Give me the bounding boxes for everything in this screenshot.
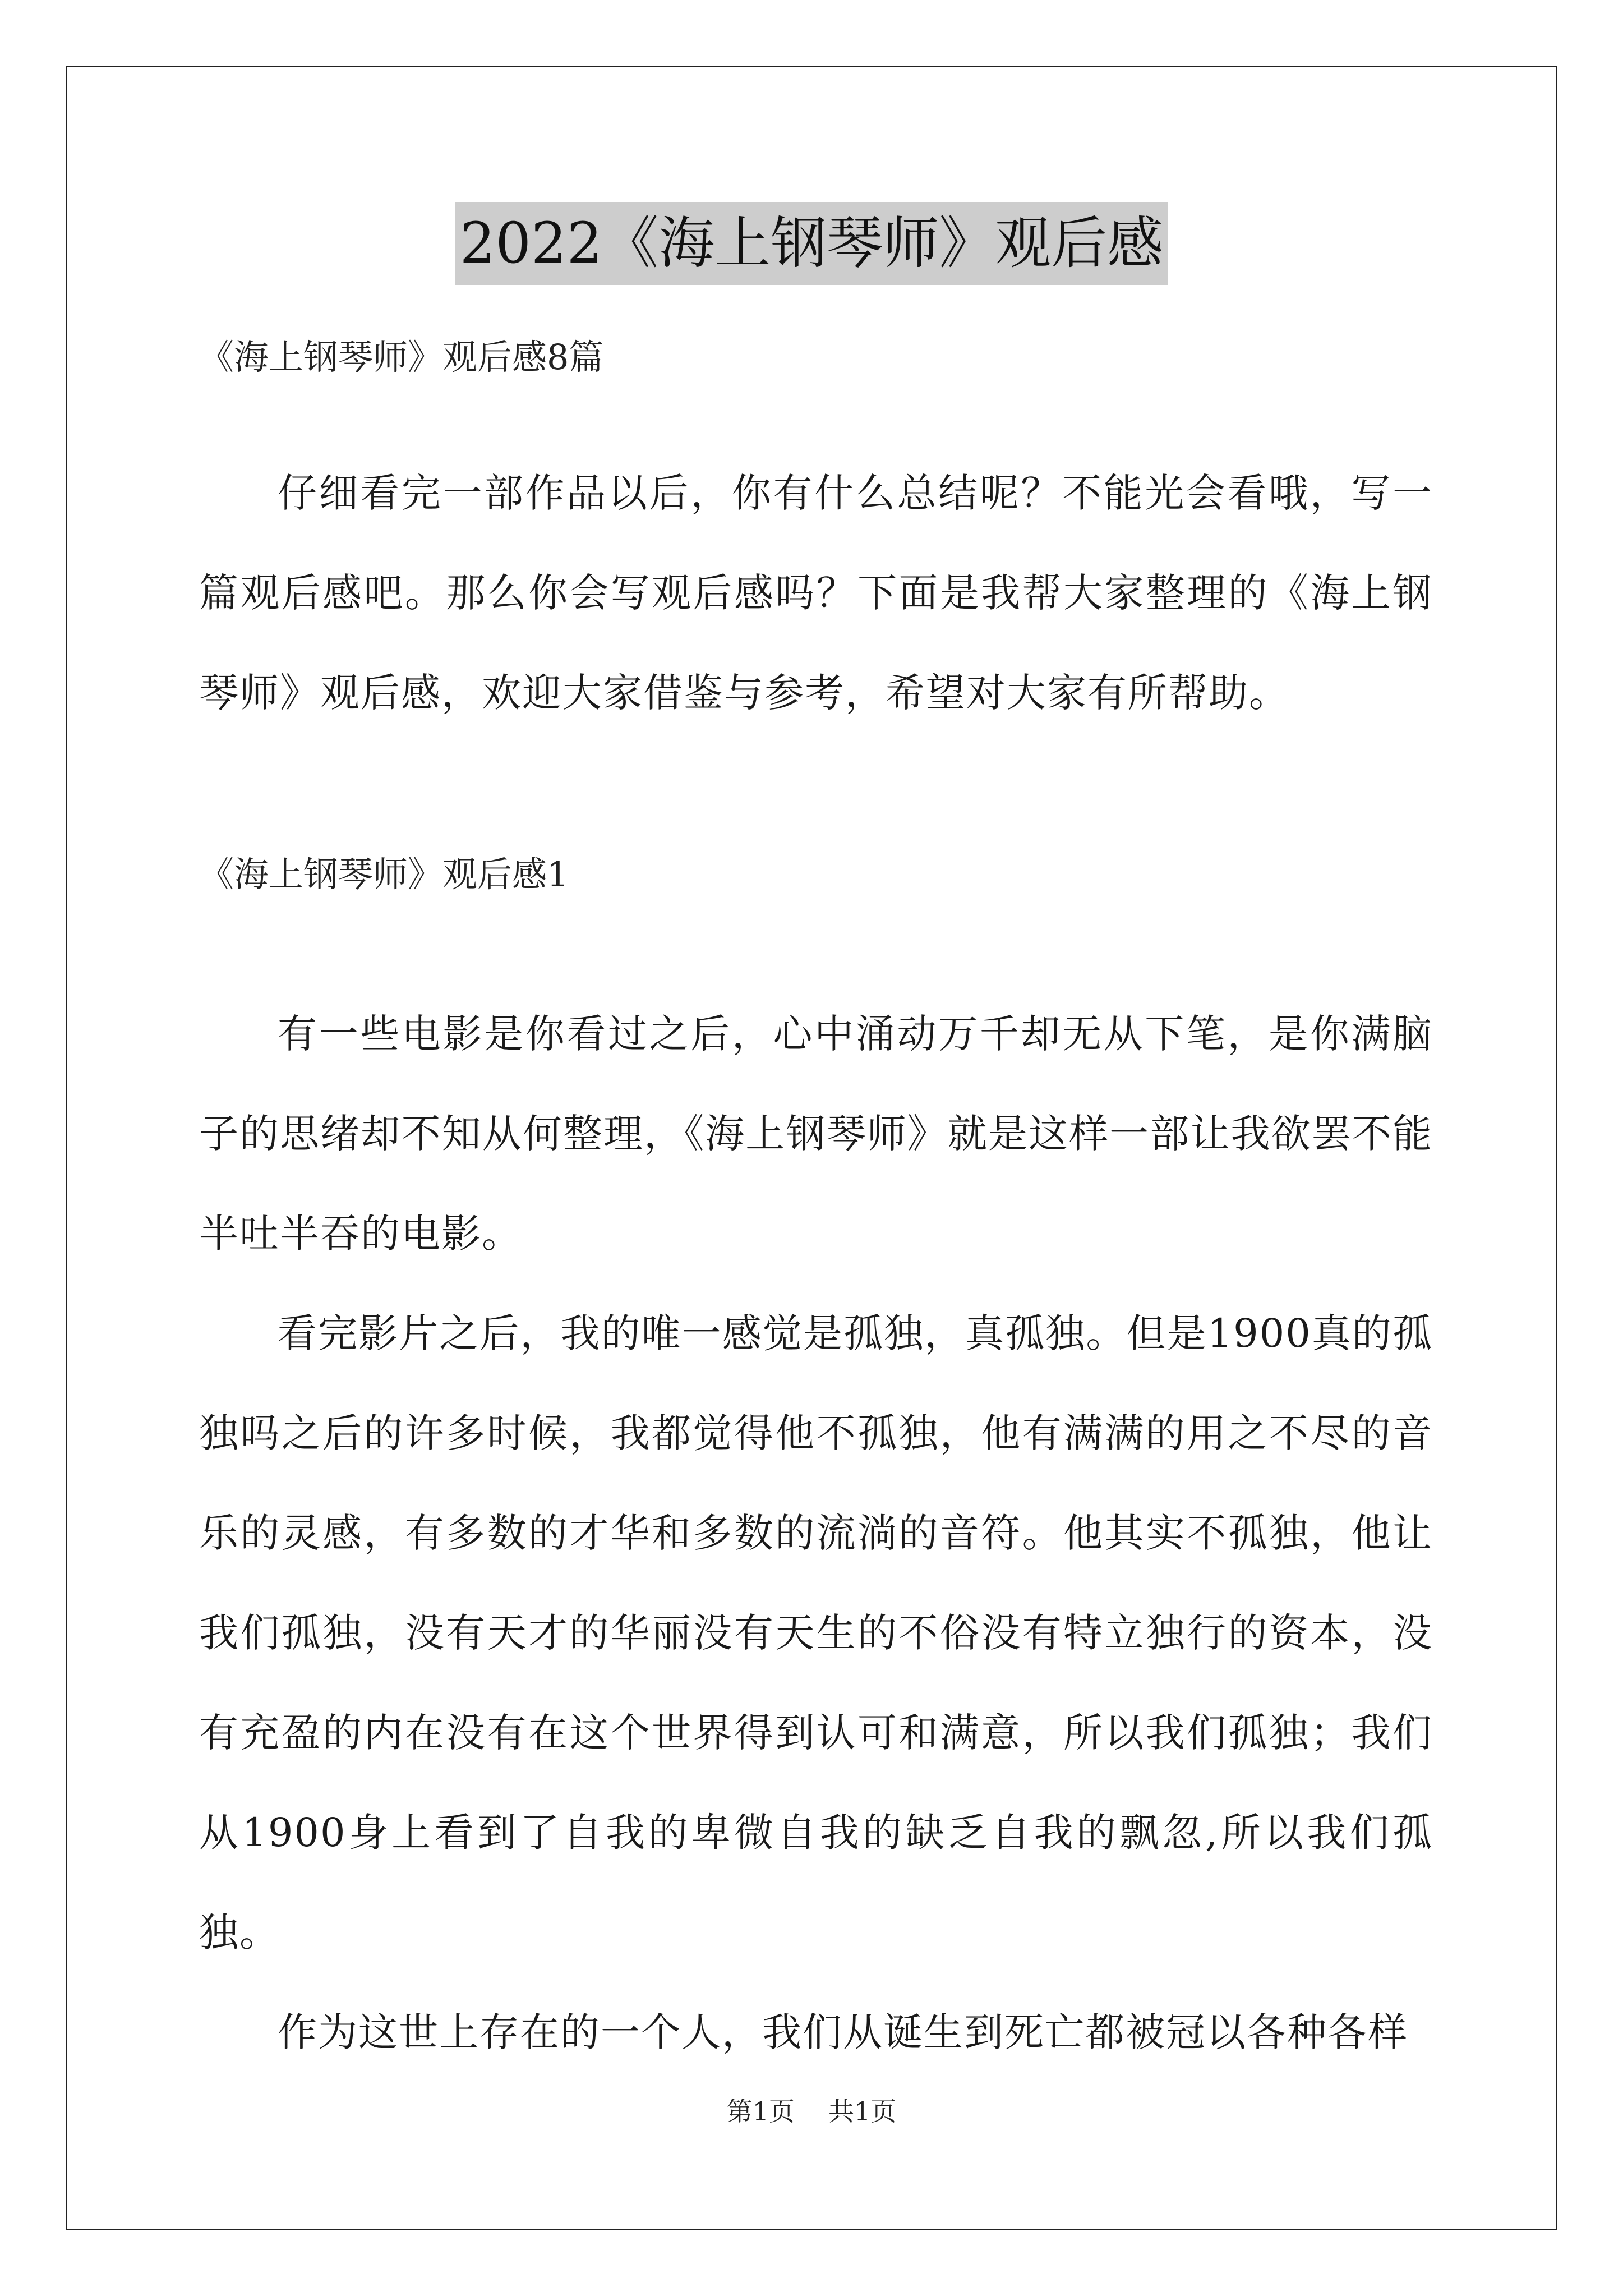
title-container [0, 202, 1623, 285]
intro-paragraph: 仔细看完一部作品以后，你有什么总结呢？不能光会看哦，写一篇观后感吧。那么你会写观后感吗？下面是我帮大家整理的《海上钢琴师》观后感，欢迎大家借鉴与参考，希望对大家有所帮助。 [199, 470, 1433, 716]
document-title: 2022《海上钢琴师》观后感 [455, 202, 1168, 285]
page-total: 共1页 [828, 2096, 897, 2127]
body-paragraph: 有一些电影是你看过之后，心中涌动万千却无从下笔，是你满脑子的思绪却不知从何整理，《海上钢琴师》就是这样一部让我欲罢不能半吐半吞的电影。 [199, 1011, 1433, 1257]
page-footer [0, 2091, 1623, 2128]
body-paragraph: 作为这世上存在的一个人，我们从诞生到死亡都被冠以各种各样 [278, 2009, 1408, 2055]
document-body [199, 292, 1433, 2082]
document-subtitle: 《海上钢琴师》观后感8篇 [199, 337, 604, 378]
page-number: 第1页 [726, 2096, 795, 2127]
body-paragraph: 看完影片之后，我的唯一感觉是孤独，真孤独。但是1900真的孤独吗之后的许多时候，我都觉得他不孤独，他有满满的用之不尽的音乐的灵感，有多数的才华和多数的流淌的音符。他其实不孤独，他让我们孤独，没有天才的华丽没有天生的不俗没有特立独行的资本，没有充盈的内在没有在这个世界得到认可和满意，所以我们孤独；我们从1900身上看到了自我的卑微自我的缺乏自我的飘忽,所以我们孤独。 [199, 1310, 1433, 1955]
section-heading: 《海上钢琴师》观后感1 [199, 854, 569, 895]
